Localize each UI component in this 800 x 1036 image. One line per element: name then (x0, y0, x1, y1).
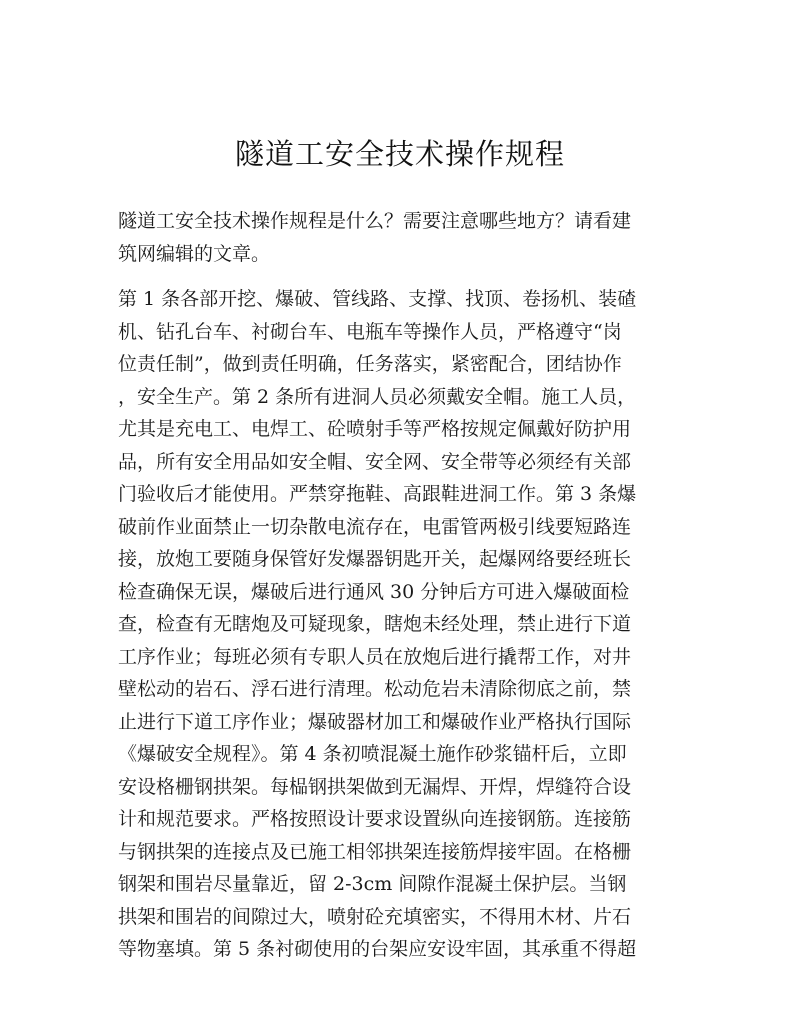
body-line: 机、钻孔台车、衬砌台车、电瓶车等操作人员，严格遵守“岗 (118, 320, 622, 343)
body-line: 尤其是充电工、电焊工、砼喷射手等严格按规定佩戴好防护用 (118, 418, 632, 440)
body-paragraph (118, 283, 684, 966)
body-line: 计和规范要求。严格按照设计要求设置纵向连接钢筋。连接筋 (118, 808, 632, 830)
body-line: ，安全生产。第 2 条所有进洞人员必须戴安全帽。施工人员， (118, 385, 637, 408)
body-line: 第 1 条各部开挖、爆破、管线路、支撑、找顶、卷扬机、装碴 (118, 288, 637, 310)
body-line: 《爆破安全规程》。第 4 条初喷混凝土施作砂浆锚杆后，立即 (118, 743, 627, 765)
body-line: 位责任制”，做到责任明确，任务落实，紧密配合，团结协作 (118, 353, 622, 375)
document-title: 隧道工安全技术操作规程 (234, 137, 565, 171)
body-line: 安设格栅钢拱架。每榀钢拱架做到无漏焊、开焊，焊缝符合设 (118, 775, 632, 798)
body-line: 门验收后才能使用。严禁穿拖鞋、高跟鞋进洞工作。第 3 条爆 (118, 483, 637, 505)
body-line: 接，放炮工要随身保管好发爆器钥匙开关，起爆网络要经班长 (118, 548, 632, 570)
body-line: 钢架和围岩尽量靠近，留 2-3cm 间隙作混凝土保护层。当钢 (118, 873, 627, 895)
body-line: 止进行下道工序作业；爆破器材加工和爆破作业严格执行国际 (118, 710, 632, 733)
intro-paragraph (118, 205, 684, 270)
body-line: 拱架和围岩的间隙过大，喷射砼充填密实，不得用木材、片石 (118, 905, 632, 928)
intro-line: 筑网编辑的文章。 (118, 242, 271, 265)
body-line: 品，所有安全用品如安全帽、安全网、安全带等必须经有关部 (118, 450, 632, 473)
body-line: 检查确保无误，爆破后进行通风 30 分钟后方可进入爆破面检 (118, 580, 630, 603)
body-line: 工序作业；每班必须有专职人员在放炮后进行撬帮工作，对井 (118, 645, 632, 668)
body-line: 查，检查有无瞎炮及可疑现象，瞎炮未经处理，禁止进行下道 (118, 613, 632, 635)
body-line: 破前作业面禁止一切杂散电流存在，电雷管两极引线要短路连 (118, 515, 632, 538)
body-line: 壁松动的岩石、浮石进行清理。松动危岩未清除彻底之前，禁 (118, 678, 632, 700)
body-line: 与钢拱架的连接点及已施工相邻拱架连接筋焊接牢固。在格栅 (118, 840, 632, 863)
intro-line: 隧道工安全技术操作规程是什么？需要注意哪些地方？请看建 (118, 210, 632, 232)
body-line: 等物塞填。第 5 条衬砌使用的台架应安设牢固，其承重不得超 (118, 938, 637, 960)
